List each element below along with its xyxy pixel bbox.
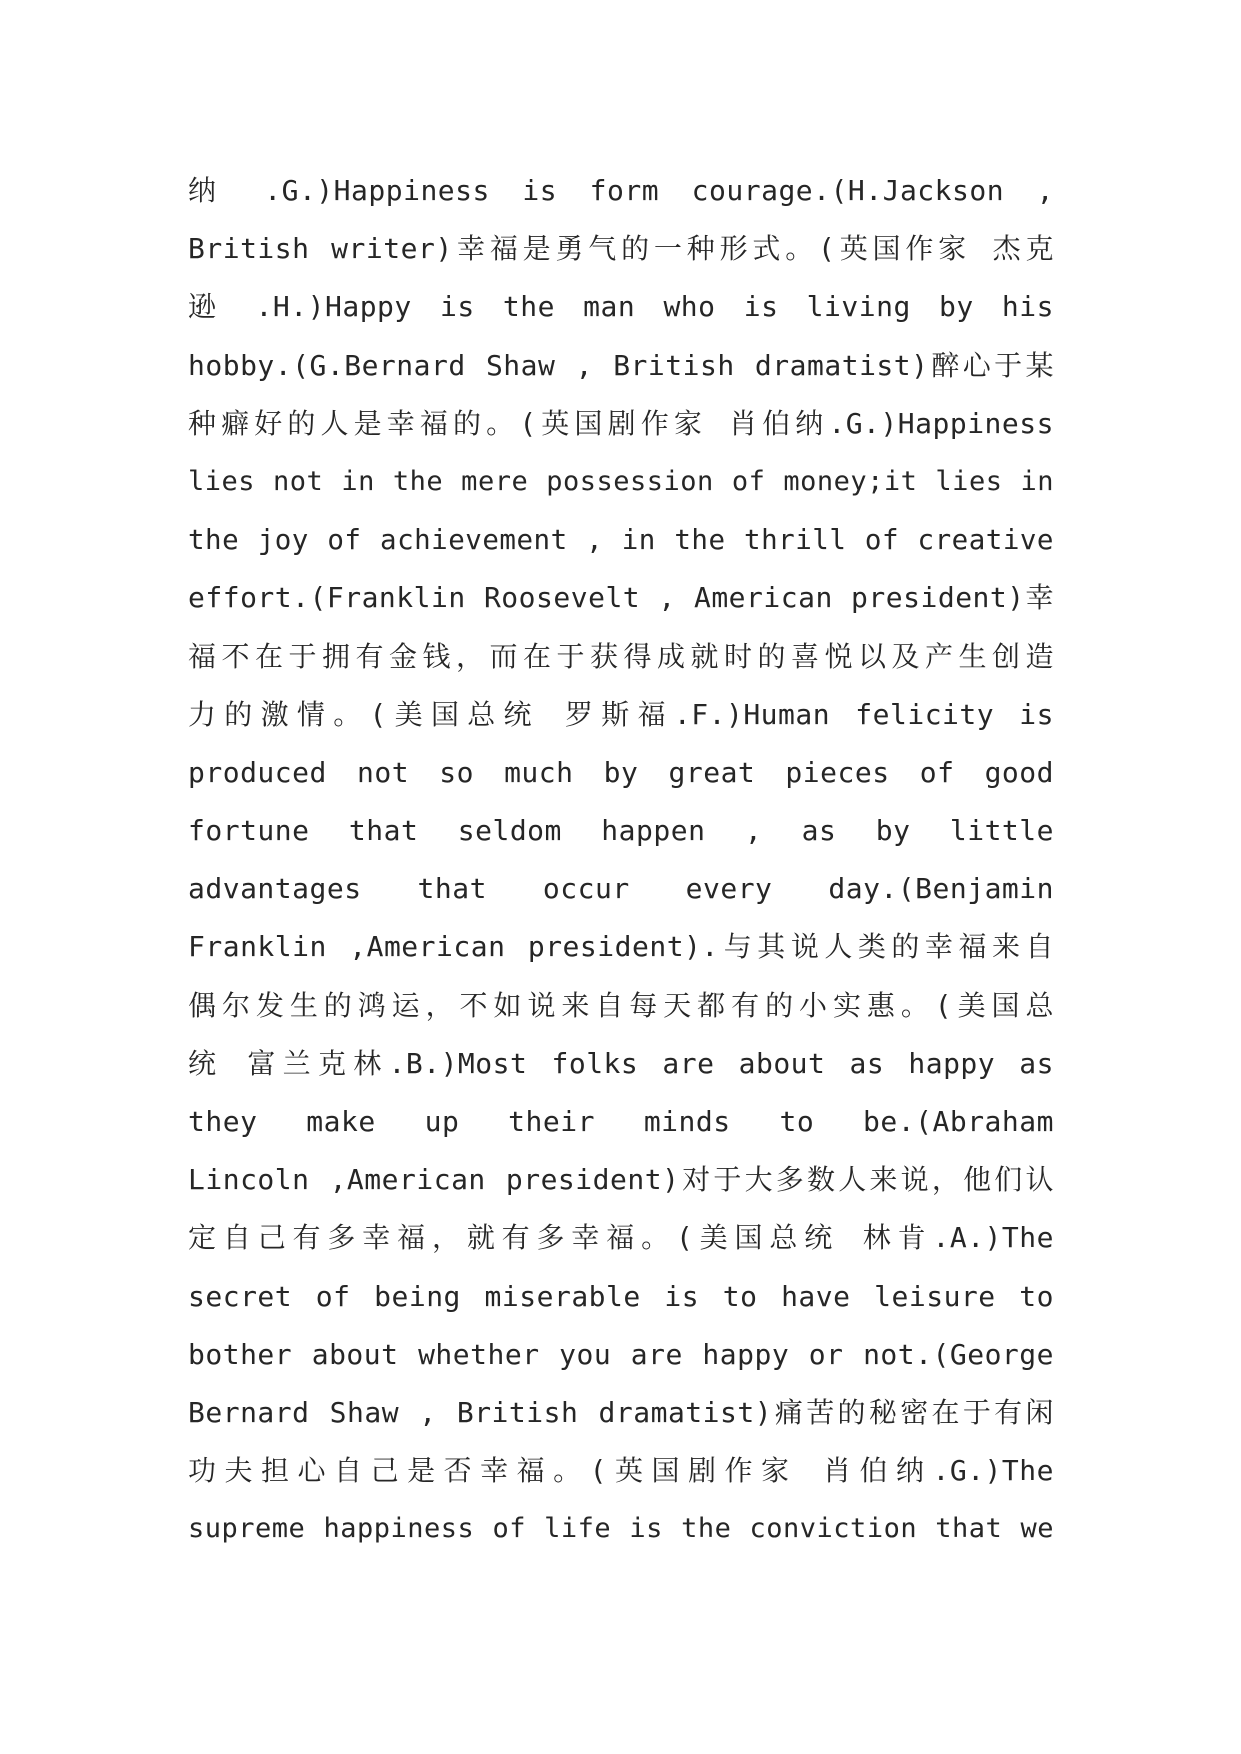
text-line: the joy of achievement , in the thrill of creative — [188, 524, 1054, 557]
text-line: bother about whether you are happy or not.(George — [188, 1337, 1054, 1371]
body-text — [188, 162, 1054, 1559]
text-line: 定自己有多幸福，就有多幸福。(美国总统 林肯.A.)The — [188, 1221, 1054, 1255]
text-line: fortune that seldom happen , as by little — [188, 814, 1054, 848]
text-line: Franklin ,American president).与其说人类的幸福来自 — [188, 930, 1054, 964]
text-line: secret of being miserable is to have leisure to — [188, 1279, 1054, 1313]
text-line: 功夫担心自己是否幸福。(英国剧作家 肖伯纳.G.)The — [188, 1454, 1054, 1488]
text-line: 力的激情。(美国总统 罗斯福.F.)Human felicity is — [188, 697, 1054, 731]
text-line: 逊 .H.)Happy is the man who is living by his — [188, 290, 1054, 324]
text-line: British writer)幸福是勇气的一种形式。(英国作家 杰克 — [188, 232, 1054, 266]
text-line: 种癖好的人是幸福的。(英国剧作家 肖伯纳.G.)Happiness — [188, 406, 1054, 440]
text-line: supreme happiness of life is the conviction that we — [188, 1513, 1054, 1545]
text-line: they make up their minds to be.(Abraham — [188, 1105, 1054, 1138]
text-line: Bernard Shaw , British dramatist)痛苦的秘密在于有闲 — [188, 1395, 1054, 1429]
text-line: 福不在于拥有金钱，而在于获得成就时的喜悦以及产生创造 — [188, 639, 1054, 673]
text-line: 统 富兰克林.B.)Most folks are about as happy as — [188, 1046, 1054, 1080]
text-line: advantages that occur every day.(Benjamin — [188, 872, 1054, 906]
text-line: produced not so much by great pieces of good — [188, 755, 1054, 789]
text-line: effort.(Franklin Roosevelt , American president)幸 — [188, 581, 1054, 615]
text-line: lies not in the mere possession of money;it lies in — [188, 465, 1054, 497]
text-line: Lincoln ,American president)对于大多数人来说，他们认 — [188, 1163, 1054, 1197]
text-line: 偶尔发生的鸿运，不如说来自每天都有的小实惠。(美国总 — [188, 988, 1054, 1022]
text-line: hobby.(G.Bernard Shaw , British dramatist)醉心于某 — [188, 348, 1054, 382]
text-line: 纳 .G.)Happiness is form courage.(H.Jackson , — [188, 174, 1054, 207]
